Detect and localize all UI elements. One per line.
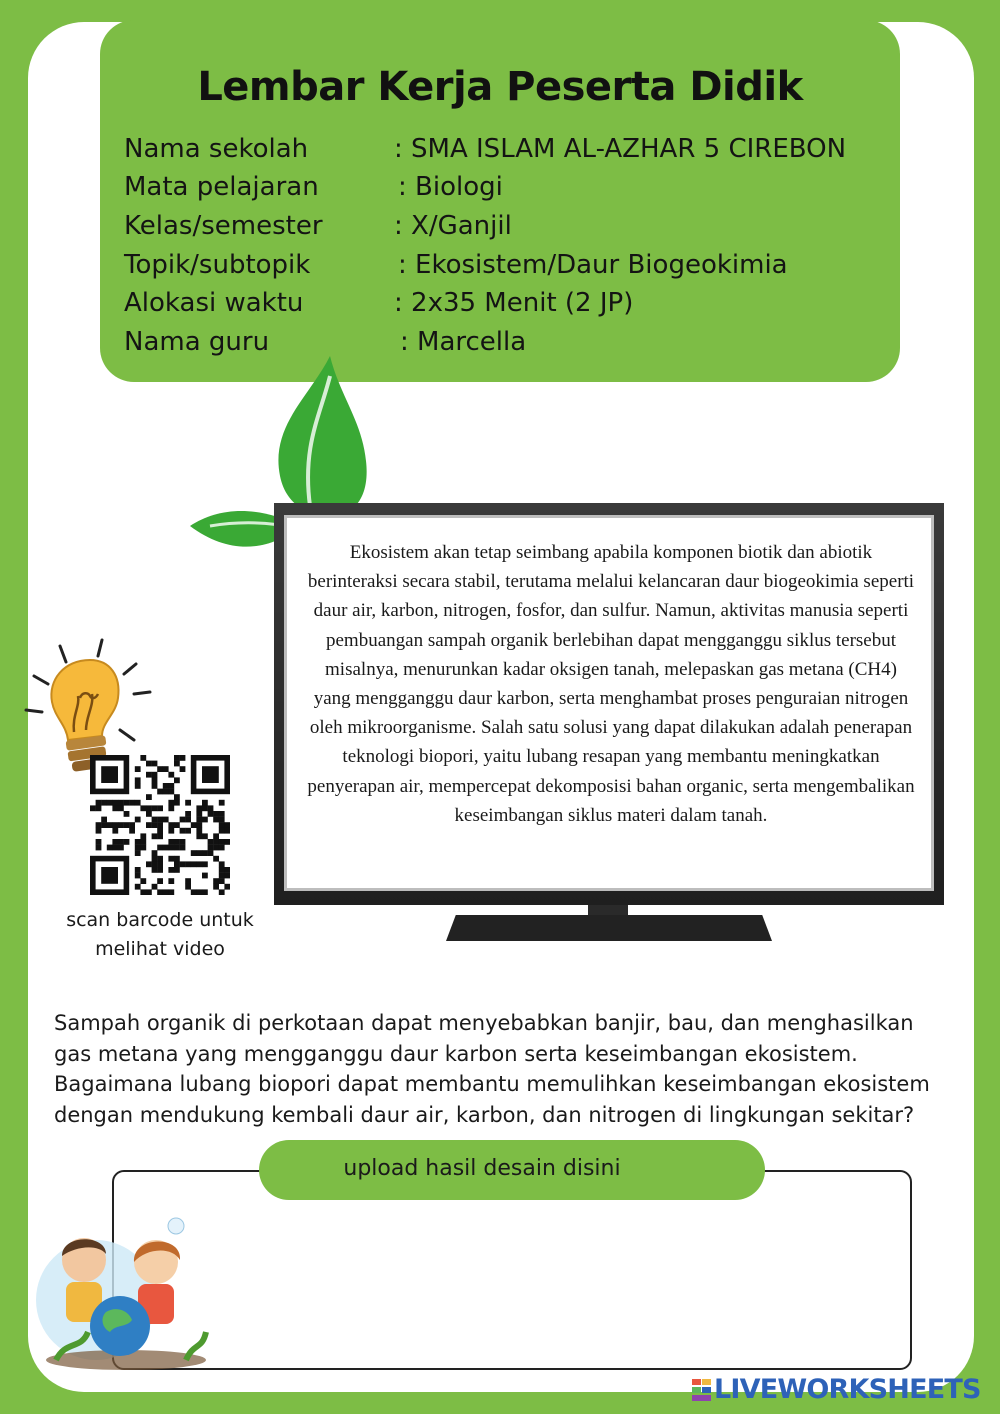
- upload-label: upload hasil desain disini: [343, 1156, 621, 1181]
- info-row-school: [124, 134, 884, 170]
- info-row-time: [124, 288, 884, 324]
- qr-caption: scan barcode untuk melihat video: [66, 909, 254, 960]
- upload-header: [259, 1140, 765, 1200]
- qr-code-icon[interactable]: [90, 755, 230, 895]
- info-value: : X/Ganjil: [394, 211, 512, 241]
- info-row-class: [124, 211, 884, 247]
- reading-passage: Ekosistem akan tetap seimbang apabila komponen biotik dan abiotik berinteraksi secara stabil, terutama melalui kelancaran daur biogeokimia seperti daur air, karbon, nitrogen, fosfor, dan sulfur. Namun, aktivitas manusia seperti pembuangan sampah organik berlebihan dapat mengganggu siklus tersebut misalnya, menurunkan kadar oksigen tanah, melepaskan gas metana (CH4) yang mengganggu daur karbon, serta menghambat proses penguraian nitrogen oleh mikroorganisme. Salah satu solusi yang dapat dilakukan adalah penerapan teknologi biopori, yaitu lubang resapan yang membantu meningkatkan penyerapan air, mempercepat dekomposisi bahan organic, serta mengembalikan keseimbangan siklus materi dalam tanah.: [307, 542, 915, 826]
- kids-earth-illustration: [36, 1200, 216, 1370]
- info-label: Alokasi waktu: [124, 288, 304, 318]
- upload-area[interactable]: [112, 1170, 912, 1370]
- tv-screen: [284, 515, 934, 891]
- tv-frame: [274, 503, 944, 905]
- info-value: : 2x35 Menit (2 JP): [394, 288, 633, 318]
- question-text: Sampah organik di perkotaan dapat menyebabkan banjir, bau, dan menghasilkan gas metana yang mengganggu daur karbon serta keseimbangan ekosistem. Bagaimana lubang biopori dapat membantu memulihkan keseimbangan ekosistem dengan mendukung kembali daur air, karbon, dan nitrogen di lingkungan sekitar?: [54, 1011, 930, 1127]
- brand-logo: [692, 1374, 992, 1408]
- brand-name: LIVEWORKSHEETS: [714, 1374, 981, 1405]
- info-row-topic: [124, 250, 884, 286]
- page-title: Lembar Kerja Peserta Didik: [197, 64, 803, 110]
- info-label: Mata pelajaran: [124, 172, 319, 202]
- info-value: : SMA ISLAM AL-AZHAR 5 CIREBON: [394, 134, 846, 164]
- info-row-subject: [124, 172, 884, 208]
- info-value: : Marcella: [400, 327, 526, 357]
- info-label: Topik/subtopik: [124, 250, 311, 280]
- info-value: : Biologi: [398, 172, 503, 202]
- tv-stand: [446, 915, 772, 941]
- liveworksheets-logo-icon: [692, 1379, 712, 1401]
- info-label: Nama sekolah: [124, 134, 309, 164]
- header-panel: [100, 20, 900, 382]
- info-label: Nama guru: [124, 327, 270, 357]
- info-label: Kelas/semester: [124, 211, 323, 241]
- info-value: : Ekosistem/Daur Biogeokimia: [398, 250, 788, 280]
